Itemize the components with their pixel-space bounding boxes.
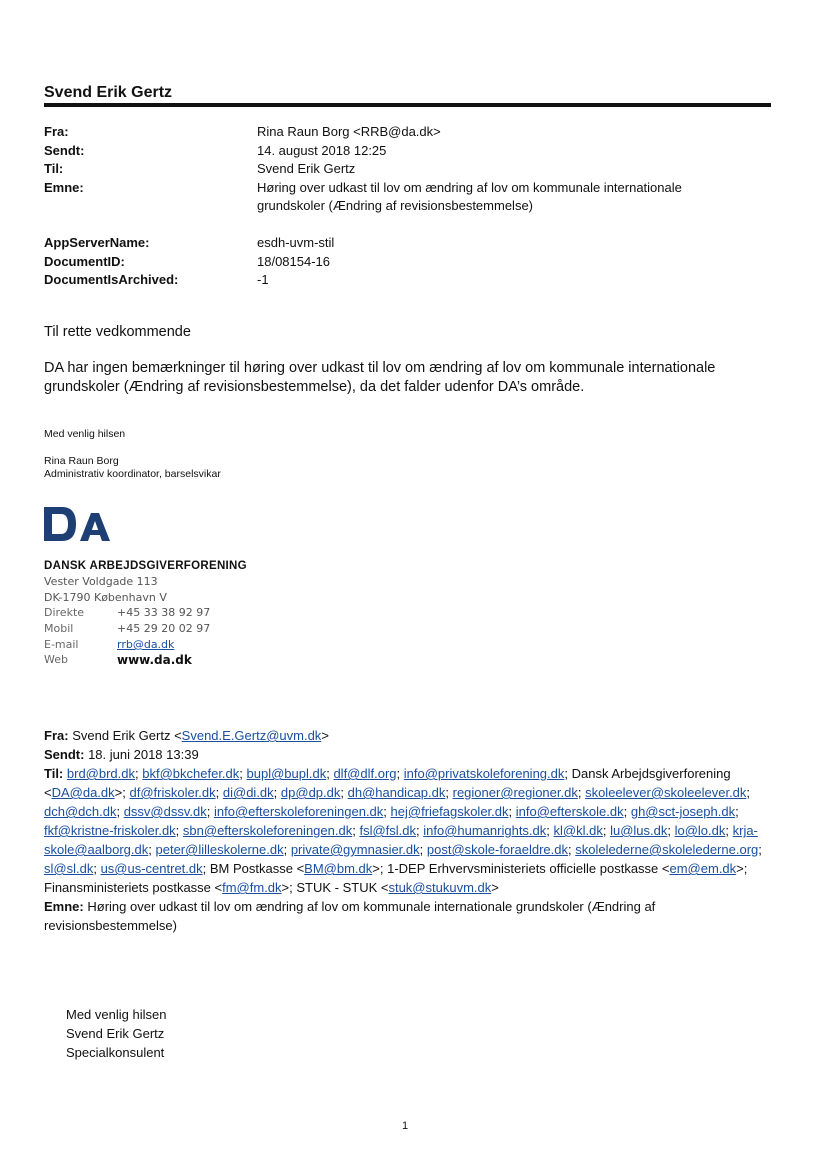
contact-label-web: Web	[44, 653, 68, 666]
recipient-name: BM Postkasse	[209, 861, 297, 876]
recipient-item: dp@dp.dk;	[280, 785, 348, 800]
page-number: 1	[402, 1120, 409, 1132]
page-title: Svend Erik Gertz	[44, 84, 173, 101]
recipient-email-link[interactable]: fkf@kristne-friskoler.dk	[44, 823, 176, 838]
recipient-email-link[interactable]: fsl@fsl.dk	[359, 823, 416, 838]
recipient-email-link[interactable]: skolelederne@skolelederne.org	[575, 842, 759, 857]
recipient-item: us@us-centret.dk;	[100, 861, 210, 876]
fwd-recipients	[44, 766, 762, 895]
meta-value-documentid: 18/08154-16	[257, 254, 331, 269]
address-street: Vester Voldgade 113	[44, 575, 158, 588]
fwd-sent-label: Sendt:	[44, 747, 85, 762]
recipient-item: krja-skole@aalborg.dk;	[44, 823, 758, 857]
recipient-item: skoleelever@skoleelever.dk;	[585, 785, 751, 800]
fwd-from-label: Fra:	[44, 728, 69, 743]
fwd-sender-title: Specialkonsulent	[66, 1045, 165, 1060]
meta-key-appserver: AppServerName:	[44, 235, 150, 250]
recipient-name: Finansministeriets postkasse	[44, 880, 215, 895]
recipient-name: STUK - STUK	[296, 880, 381, 895]
recipient-email-link[interactable]: df@friskoler.dk	[129, 785, 216, 800]
header-value-from: Rina Raun Borg <RRB@da.dk>	[257, 124, 441, 139]
header-key-sent: Sendt:	[44, 143, 85, 158]
recipient-email-link[interactable]: dp@dp.dk	[280, 785, 341, 800]
address-city: DK-1790 København V	[44, 591, 167, 604]
fwd-sent-value: 18. juni 2018 13:39	[88, 747, 199, 762]
meta-value-archived: -1	[257, 272, 269, 287]
fwd-from-name: Svend Erik Gertz	[72, 728, 171, 743]
sender-name: Rina Raun Borg	[44, 455, 119, 467]
fwd-subject-line	[44, 897, 774, 935]
recipient-item: BM Postkasse <BM@bm.dk>;	[209, 861, 388, 876]
recipient-email-link[interactable]: info@efterskole.dk	[515, 804, 624, 819]
recipient-item: post@skole-foraeldre.dk;	[426, 842, 576, 857]
meta-key-archived: DocumentIsArchived:	[44, 272, 179, 287]
recipient-name: 1-DEP Erhvervsministeriets officielle postkasse	[387, 861, 662, 876]
recipient-item: dlf@dlf.org;	[333, 766, 404, 781]
recipient-item: peter@lilleskolerne.dk;	[155, 842, 291, 857]
recipient-email-link[interactable]: kl@kl.dk	[553, 823, 603, 838]
recipient-email-link[interactable]: di@di.dk	[222, 785, 274, 800]
recipient-item: skolelederne@skolelederne.org;	[575, 842, 762, 857]
recipient-item: lo@lo.dk;	[674, 823, 733, 838]
recipient-item: lu@lus.dk;	[610, 823, 675, 838]
header-key-from: Fra:	[44, 124, 69, 139]
recipient-item: STUK - STUK <stuk@stukuvm.dk>	[296, 880, 499, 895]
recipient-item: bkf@bkchefer.dk;	[142, 766, 247, 781]
sender-title: Administrativ koordinator, barselsvikar	[44, 468, 221, 480]
fwd-from-email[interactable]: Svend.E.Gertz@uvm.dk	[181, 728, 322, 743]
recipient-email-link[interactable]: us@us-centret.dk	[100, 861, 203, 876]
recipient-email-link[interactable]: dh@handicap.dk	[347, 785, 446, 800]
recipient-email-link[interactable]: hej@friefagskoler.dk	[390, 804, 509, 819]
recipient-item: bupl@bupl.dk;	[246, 766, 334, 781]
meta-value-appserver: esdh-uvm-stil	[257, 235, 335, 250]
recipient-email-link[interactable]: fm@fm.dk	[222, 880, 282, 895]
header-value-to: Svend Erik Gertz	[257, 161, 356, 176]
recipient-email-link[interactable]: regioner@regioner.dk	[452, 785, 578, 800]
fwd-from-line: Fra: Svend Erik Gertz <Svend.E.Gertz@uvm.dk>	[44, 728, 329, 743]
meta-key-documentid: DocumentID:	[44, 254, 125, 269]
fwd-closing: Med venlig hilsen	[66, 1007, 167, 1022]
recipient-item: fkf@kristne-friskoler.dk;	[44, 823, 183, 838]
recipient-name: Dansk Arbejdsgiverforening	[571, 766, 731, 781]
contact-value-mobile: +45 29 20 02 97	[117, 622, 211, 635]
recipient-item: hej@friefagskoler.dk;	[390, 804, 516, 819]
header-divider	[44, 103, 771, 107]
recipient-item: fsl@fsl.dk;	[359, 823, 424, 838]
contact-web-link[interactable]: www.da.dk	[117, 653, 192, 667]
recipient-email-link[interactable]: stuk@stukuvm.dk	[388, 880, 492, 895]
recipient-item: info@privatskoleforening.dk;	[403, 766, 572, 781]
recipient-email-link[interactable]: dssv@dssv.dk	[123, 804, 207, 819]
recipient-item: dssv@dssv.dk;	[123, 804, 214, 819]
recipient-item: Dansk Arbejdsgiverforening <DA@da.dk>;	[44, 766, 731, 800]
recipient-email-link[interactable]: lo@lo.dk	[674, 823, 726, 838]
forward-signature	[66, 1005, 166, 1062]
recipient-item: sbn@efterskoleforeningen.dk;	[182, 823, 360, 838]
message-paragraph: DA har ingen bemærkninger til høring over udkast til lov om ændring af lov om kommunale internationale grundskoler (Ændring af revisionsbestemmelse), da det falder udenfor DA’s område.	[44, 360, 716, 395]
recipient-email-link[interactable]: private@gymnasier.dk	[290, 842, 420, 857]
contact-label-direct: Direkte	[44, 606, 85, 619]
recipient-item: 1-DEP Erhvervsministeriets officielle postkasse <em@em.dk>;	[387, 861, 748, 876]
recipient-email-link[interactable]: lu@lus.dk	[610, 823, 668, 838]
recipient-email-link[interactable]: info@privatskoleforening.dk	[403, 766, 565, 781]
recipient-item: df@friskoler.dk;	[129, 785, 223, 800]
recipient-email-link[interactable]: dlf@dlf.org	[333, 766, 397, 781]
recipient-item: gh@sct-joseph.dk;	[630, 804, 739, 819]
recipient-item: info@humanrights.dk;	[423, 823, 554, 838]
recipient-email-link[interactable]: krja-skole@aalborg.dk	[44, 823, 758, 857]
recipient-email-link[interactable]: brd@brd.dk	[66, 766, 136, 781]
recipient-item: dch@dch.dk;	[44, 804, 124, 819]
recipient-email-link[interactable]: info@efterskoleforeningen.dk	[213, 804, 384, 819]
message-closing: Med venlig hilsen	[44, 428, 126, 440]
da-logo	[44, 507, 112, 541]
recipient-item: info@efterskole.dk;	[515, 804, 631, 819]
recipient-email-link[interactable]: sbn@efterskoleforeningen.dk	[182, 823, 353, 838]
recipient-item: dh@handicap.dk;	[347, 785, 453, 800]
company-name: DANSK ARBEJDSGIVERFORENING	[44, 560, 247, 572]
recipient-email-link[interactable]: info@humanrights.dk	[423, 823, 547, 838]
recipient-item: Finansministeriets postkasse <fm@fm.dk>;	[44, 880, 297, 895]
fwd-to-line	[44, 764, 774, 897]
recipient-email-link[interactable]: bupl@bupl.dk	[246, 766, 327, 781]
fwd-subject-label: Emne:	[44, 899, 84, 914]
recipient-email-link[interactable]: em@em.dk	[669, 861, 737, 876]
recipient-email-link[interactable]: bkf@bkchefer.dk	[142, 766, 240, 781]
header-key-subject: Emne:	[44, 180, 84, 195]
contact-label-email: E-mail	[44, 638, 79, 651]
recipient-email-link[interactable]: peter@lilleskolerne.dk	[155, 842, 284, 857]
recipient-email-link[interactable]: BM@bm.dk	[304, 861, 373, 876]
recipient-item: private@gymnasier.dk;	[290, 842, 427, 857]
fwd-to-label: Til:	[44, 766, 64, 781]
recipient-item: kl@kl.dk;	[553, 823, 611, 838]
recipient-item: info@efterskoleforeningen.dk;	[213, 804, 391, 819]
contact-value-direct: +45 33 38 92 97	[117, 606, 211, 619]
recipient-email-link[interactable]: dch@dch.dk	[44, 804, 117, 819]
contact-email-link[interactable]: rrb@da.dk	[117, 638, 175, 651]
recipient-item: brd@brd.dk;	[66, 766, 143, 781]
fwd-sent-line	[44, 745, 774, 764]
forwarded-email	[44, 726, 774, 935]
header-value-subject: Høring over udkast til lov om ændring af lov om kommunale internationale grundskoler (Ændring af revisionsbestemmelse)	[257, 180, 682, 213]
fwd-sender-name: Svend Erik Gertz	[66, 1026, 165, 1041]
header-key-to: Til:	[44, 161, 64, 176]
recipient-item: regioner@regioner.dk;	[452, 785, 586, 800]
recipient-email-link[interactable]: post@skole-foraeldre.dk	[426, 842, 568, 857]
contact-label-mobile: Mobil	[44, 622, 74, 635]
recipient-email-link[interactable]: gh@sct-joseph.dk	[630, 804, 736, 819]
recipient-email-link[interactable]: sl@sl.dk	[44, 861, 94, 876]
recipient-item: di@di.dk;	[222, 785, 281, 800]
fwd-subject-value: Høring over udkast til lov om ændring af lov om kommunale internationale grundskoler (Ændring af revisionsbestemmelse)	[44, 899, 656, 933]
message-greeting: Til rette vedkommende	[44, 324, 191, 340]
recipient-email-link[interactable]: DA@da.dk	[51, 785, 115, 800]
header-value-sent: 14. august 2018 12:25	[257, 143, 387, 158]
recipient-item: sl@sl.dk;	[44, 861, 101, 876]
recipient-email-link[interactable]: skoleelever@skoleelever.dk	[585, 785, 747, 800]
